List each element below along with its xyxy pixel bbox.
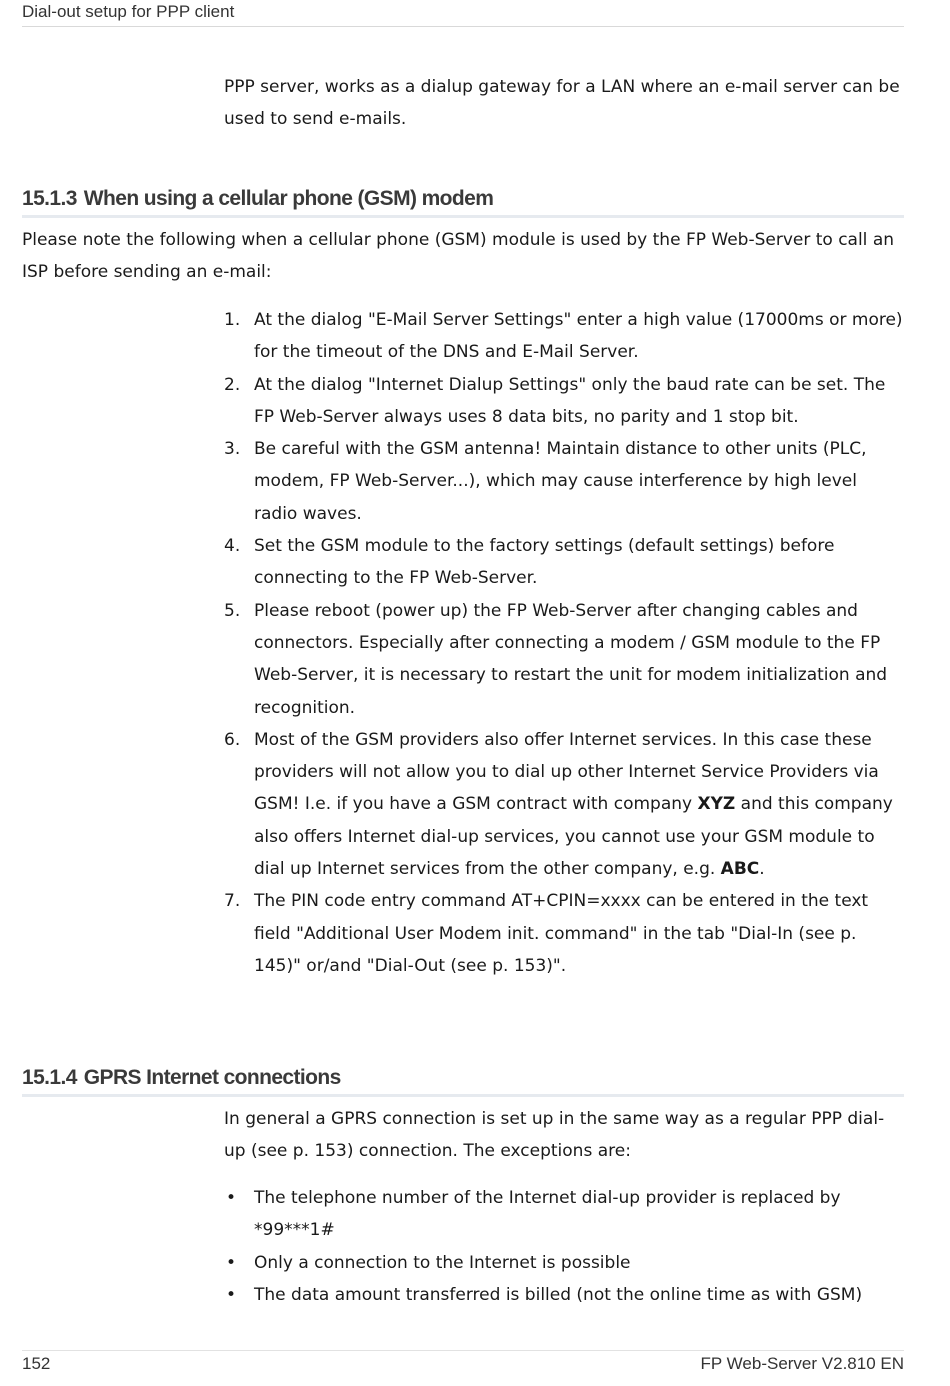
list-item: 3. Be careful with the GSM antenna! Maintain distance to other units (PLC, modem, FP Web-Server...), which may cause interference by high level radio waves. bbox=[224, 439, 867, 524]
section-heading-gsm bbox=[22, 187, 904, 218]
header-title: Dial-out setup for PPP client bbox=[22, 2, 235, 21]
list-item: • The telephone number of the Internet dial-up provider is replaced by *99***1# bbox=[224, 1182, 904, 1247]
list-item: 5. Please reboot (power up) the FP Web-Server after changing cables and connectors. Especially after connecting a modem / GSM module to the FP Web-Server, it is necessary to restart the unit for modem initialization and recognition. bbox=[224, 600, 888, 718]
company-name-bold: XYZ bbox=[697, 794, 736, 815]
product-version: FP Web-Server V2.810 EN bbox=[700, 1354, 904, 1373]
list-item: 6. Most of the GSM providers also offer Internet services. In this case these providers will not allow you to dial up other Internet Service Providers via GSM! I.e. if you have a GSM contract with company XYZ and this company also offers Internet dial-up services, you cannot use your GSM module to dial up Internet services from the other company, e.g. ABC. bbox=[224, 729, 893, 880]
gprs-lead-paragraph: In general a GPRS connection is set up in the same way as a regular PPP dial-up (see p. 153) connection. The exceptions are: bbox=[224, 1109, 885, 1162]
bullet-icon: • bbox=[226, 1188, 237, 1208]
section-title: GPRS Internet connections bbox=[83, 1066, 341, 1089]
bullet-icon: • bbox=[226, 1252, 237, 1273]
gsm-lead-paragraph: Please note the following when a cellular phone (GSM) module is used by the FP Web-Server to call an ISP before sending an e-mail: bbox=[22, 230, 895, 283]
running-footer bbox=[22, 1350, 904, 1377]
page-number: 152 bbox=[22, 1354, 51, 1373]
list-item: 2. At the dialog "Internet Dialup Settings" only the baud rate can be set. The FP Web-Server always uses 8 data bits, no parity and 1 stop bit. bbox=[224, 374, 886, 427]
bullet-icon: • bbox=[226, 1284, 237, 1305]
running-header bbox=[22, 2, 904, 27]
list-item: • Only a connection to the Internet is possible bbox=[224, 1247, 904, 1279]
section-title: When using a cellular phone (GSM) modem bbox=[83, 187, 494, 210]
gsm-numbered-list bbox=[224, 304, 904, 982]
section-number: 15.1.4 bbox=[22, 1066, 77, 1089]
section-heading-gprs bbox=[22, 1066, 904, 1097]
company-name-bold: ABC bbox=[720, 859, 760, 880]
list-item: 7. The PIN code entry command AT+CPIN=xxxx can be entered in the text field "Additional User Modem init. command" in the tab "Dial-In (see p. 145)" or/and "Dial-Out (see p. 153)". bbox=[224, 891, 869, 976]
list-item: 4. Set the GSM module to the factory settings (default settings) before connecting to the FP Web-Server. bbox=[224, 536, 835, 589]
intro-paragraph: PPP server, works as a dialup gateway for a LAN where an e-mail server can be used to send e-mails. bbox=[224, 77, 900, 130]
gprs-bullet-list bbox=[224, 1182, 904, 1311]
list-item: 1. At the dialog "E-Mail Server Settings" enter a high value (17000ms or more) for the timeout of the DNS and E-Mail Server. bbox=[224, 310, 903, 363]
list-item: • The data amount transferred is billed (not the online time as with GSM) bbox=[224, 1279, 904, 1311]
section-number: 15.1.3 bbox=[22, 187, 77, 210]
